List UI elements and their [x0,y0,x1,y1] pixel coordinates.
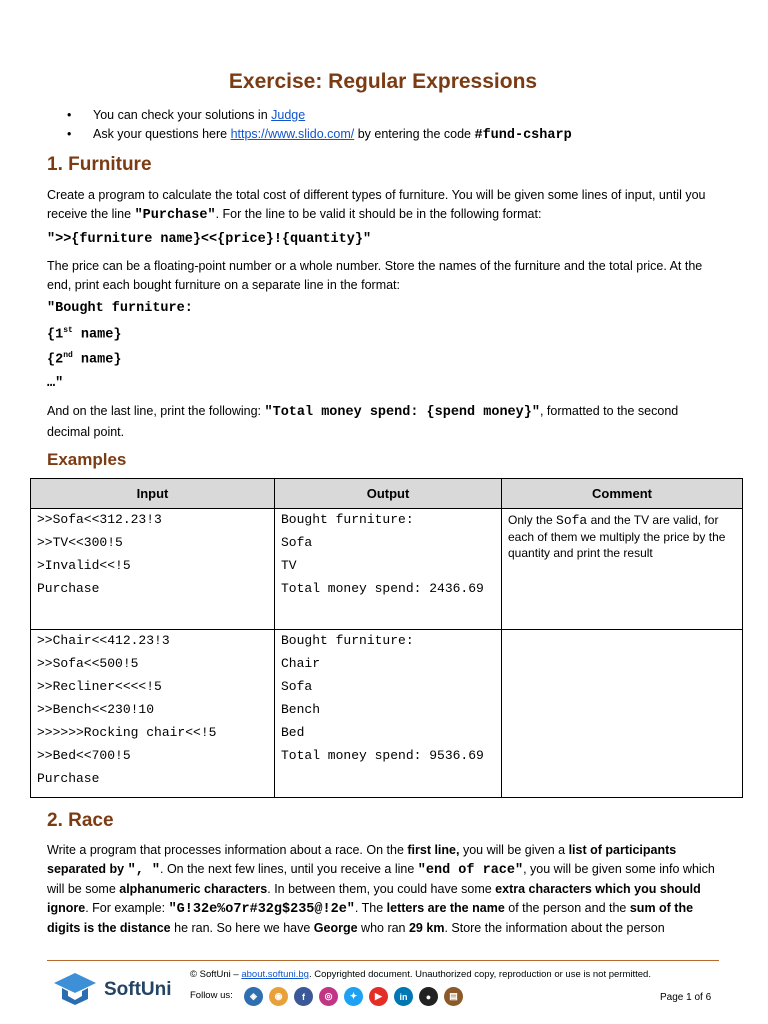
examples-heading: Examples [47,450,127,469]
example-1-comment: Only the Sofa and the TV are valid, for each of them we multiply the price by the quantity and print the result [502,509,743,630]
input-format: ">>{furniture name}<<{price}!{quantity}" [47,232,372,247]
softuni-logo-text: SoftUni [104,979,172,1000]
examples-table [30,478,743,798]
example-2-output: Bought furniture: Chair Sofa Bench Bed Total money spend: 9536.69 [275,630,502,798]
furniture-paragraph-3: And on the last line, print the following: "Total money spend: {spend money}", formatted to the second decimal point. [47,404,679,439]
output-format-line-1: "Bought furniture: [47,301,193,316]
softuni-foundation-icon[interactable]: ◉ [269,987,288,1006]
copyright-notice: © SoftUni – about.softuni.bg. Copyrighted document. Unauthorized copy, reproduction or use is not permitted. [190,969,651,980]
blog-icon[interactable]: ▤ [444,987,463,1006]
softuni-logo-icon [52,971,98,1007]
example-2-comment [502,630,743,798]
bullet-slido: • Ask your questions here https://www.slido.com/ by entering the code #fund-csharp [67,125,572,145]
linkedin-icon[interactable]: in [394,987,413,1006]
output-format-line-4: …" [47,376,64,391]
event-code: #fund-csharp [474,128,572,143]
section-heading-race: 2. Race [47,810,114,831]
example-1-output: Bought furniture: Sofa TV Total money spend: 2436.69 [275,509,502,630]
table-row [31,630,743,798]
softuni-icon[interactable]: ◈ [244,987,263,1006]
race-paragraph: Write a program that processes information about a race. On the first line, you will be given a list of participants separated by ", ". On the next few lines, until you receive a line "end of race", you will be given some info which will be some alphanumeric characters. In between them, you could have some extra characters which you should ignore. For example: "G!32e%o7r#32g$235@!2e". The letters are the name of the person and the sum of the digits is the distance he ran. So here we have George who ran 29 km. Store the information about the person [47,843,715,935]
header-output: Output [275,479,502,509]
output-format-line-2: {1st name} [47,326,122,343]
output-format-line-3: {2nd name} [47,351,122,368]
header-input: Input [31,479,275,509]
table-row [31,509,743,630]
github-icon[interactable]: ● [419,987,438,1006]
header-comment: Comment [502,479,743,509]
social-links [244,987,463,1006]
twitter-icon[interactable]: ✦ [344,987,363,1006]
judge-link[interactable]: Judge [271,108,306,122]
footer-divider [47,960,719,961]
facebook-icon[interactable]: f [294,987,313,1006]
example-2-input: >>Chair<<412.23!3 >>Sofa<<500!5 >>Recliner<<<<!5 >>Bench<<230!10 >>>>>>Rocking chair<<!5 >>Bed<<700!5 Purchase [31,630,275,798]
intro-bullets [67,106,572,145]
table-header-row [31,479,743,509]
instagram-icon[interactable]: ◎ [319,987,338,1006]
furniture-paragraph-2: The price can be a floating-point number or a whole number. Store the names of the furniture and the total price. At the end, print each bought furniture on a separate line in the format: [47,259,703,292]
page-number: Page 1 of 6 [660,992,712,1003]
example-1-input: >>Sofa<<312.23!3 >>TV<<300!5 >Invalid<<!5 Purchase [31,509,275,630]
about-softuni-link[interactable]: about.softuni.bg [241,969,309,980]
slido-link[interactable]: https://www.slido.com/ [230,127,355,141]
youtube-icon[interactable]: ▶ [369,987,388,1006]
page-title: Exercise: Regular Expressions [228,70,538,93]
follow-us-label: Follow us: [190,990,233,1001]
bullet-judge: • You can check your solutions in Judge [67,106,572,125]
furniture-paragraph-1: Create a program to calculate the total cost of different types of furniture. You will be given some lines of input, until you receive the line "Purchase". For the line to be valid it should be in the following format: [47,188,706,223]
section-heading-furniture: 1. Furniture [47,154,152,175]
